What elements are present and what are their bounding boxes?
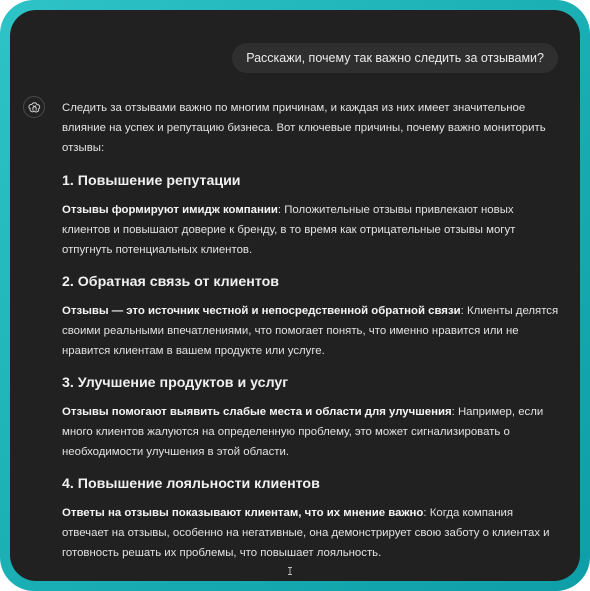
section-lead: Отзывы — это источник честной и непосредственной обратной связи <box>62 305 461 317</box>
user-message-text: Расскажи, почему так важно следить за отзывами? <box>246 51 544 65</box>
section-text: : Когда компания отвечает на отзывы, особенно на негативные, она демонстрирует свою заботу о клиентах и готовность решать их проблемы, что повышает лояльность. <box>62 507 550 559</box>
assistant-message <box>62 98 562 575</box>
section-lead: Ответы на отзывы показывают клиентам, что их мнение важно <box>62 507 424 519</box>
section-body <box>62 503 562 563</box>
section-improvement <box>62 373 562 462</box>
user-message-bubble <box>232 43 558 73</box>
section-feedback <box>62 272 562 361</box>
section-title: 1. Повышение репутации <box>62 173 241 189</box>
assistant-intro: Следить за отзывами важно по многим причинам, и каждая из них имеет значительное влияние на успех и репутацию бизнеса. Вот ключевые причины, почему важно мониторить отзывы: <box>62 102 546 154</box>
openai-logo-icon <box>23 96 45 118</box>
section-loyalty <box>62 474 562 563</box>
section-body <box>62 301 562 361</box>
section-title: 2. Обратная связь от клиентов <box>62 274 279 290</box>
section-title: 4. Повышение лояльности клиентов <box>62 476 320 492</box>
openai-logo-svg <box>28 101 41 114</box>
section-text: : Клиенты делятся своими реальными впечатлениями, что помогает понять, что именно нравится или не нравится клиентам в вашем продукте или услуге. <box>62 305 559 357</box>
text-cursor-icon <box>287 567 293 575</box>
section-lead: Отзывы помогают выявить слабые места и области для улучшения <box>62 406 452 418</box>
section-reputation <box>62 171 562 260</box>
section-body <box>62 402 562 462</box>
text-cursor-svg <box>287 567 293 575</box>
section-text: : Например, если много клиентов жалуются на определенную проблему, это может сигнализировать о необходимости улучшения в этой области. <box>62 406 544 458</box>
section-lead: Отзывы формируют имидж компании <box>62 204 278 216</box>
section-body <box>62 200 562 260</box>
section-title: 3. Улучшение продуктов и услуг <box>62 375 289 391</box>
section-text: : Положительные отзывы привлекают новых клиентов и повышают доверие к бренду, в то время как отрицательные отзывы могут отпугнуть потенциальных клиентов. <box>62 204 516 256</box>
chat-screen <box>10 10 580 581</box>
